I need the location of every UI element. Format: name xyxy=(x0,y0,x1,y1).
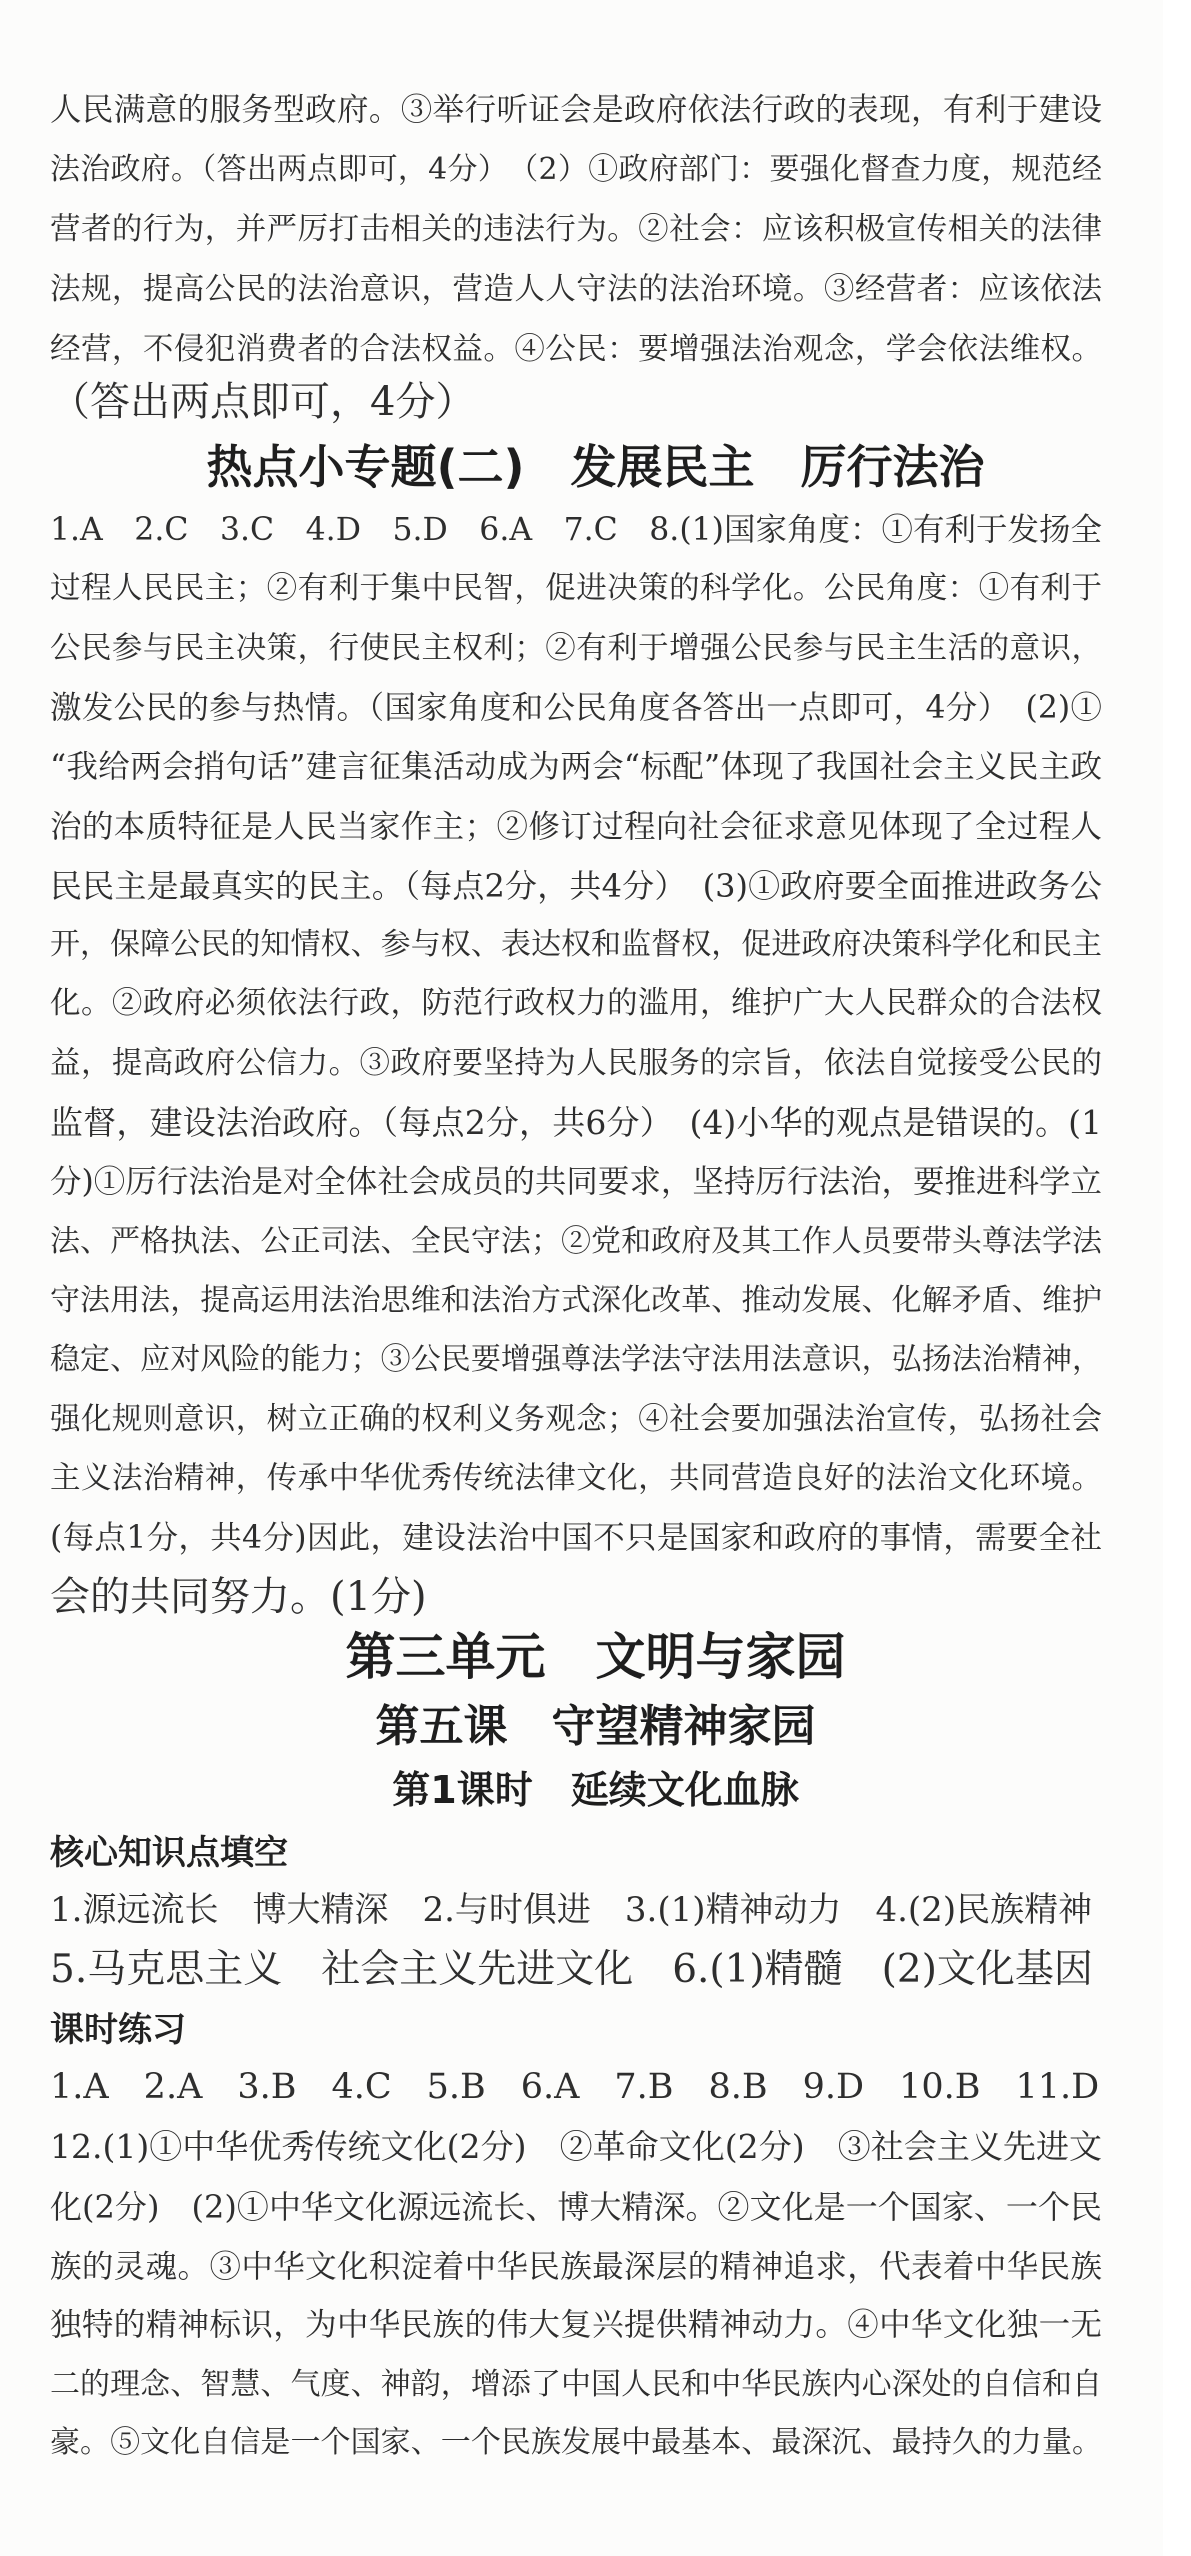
answer-line: 稳定、应对风险的能力；③公民要增强尊法学法守法用法意识，弘扬法治精神， xyxy=(50,1342,1102,1377)
answer-line: 强化规则意识，树立正确的权利义务观念；④社会要加强法治宣传，弘扬社会 xyxy=(50,1402,1102,1437)
answer-line: 激发公民的参与热情。（国家角度和公民角度各答出一点即可，4分） (2)① xyxy=(50,690,1102,726)
answer-line: 主义法治精神，传承中华优秀传统法律文化，共同营造良好的法治文化环境。 xyxy=(50,1461,1102,1496)
practice-line: 族的灵魂。③中华文化积淀着中华民族最深层的精神追求，代表着中华民族 xyxy=(50,2249,1102,2285)
topic-heading: 热点小专题(二) 发展民主 厉行法治 xyxy=(206,440,985,494)
answer-line: 营者的行为，并严厉打击相关的违法行为。②社会：应该积极宣传相关的法律 xyxy=(50,212,1102,247)
knowledge-line: 5.马克思主义 社会主义先进文化 6.(1)精髓 (2)文化基因 xyxy=(50,1947,1093,1992)
page-edge xyxy=(1163,0,1191,2556)
answer-line: 经营，不侵犯消费者的合法权益。④公民：要增强法治观念，学会依法维权。 xyxy=(50,332,1102,367)
practice-line: 二的理念、智慧、气度、神韵，增添了中国人民和中华民族内心深处的自信和自 xyxy=(50,2367,1102,2402)
answer-line: 会的共同努力。(1分) xyxy=(50,1574,427,1620)
answer-line: 化。②政府必须依法行政，防范行政权力的滥用，维护广大人民群众的合法权 xyxy=(50,986,1102,1021)
answer-line: “我给两会捎句话”建言征集活动成为两会“标配”体现了我国社会主义民主政 xyxy=(50,749,1102,785)
unit-title: 第三单元 文明与家园 xyxy=(345,1628,846,1686)
practice-line: 豪。⑤文化自信是一个国家、一个民族发展中最基本、最深沉、最持久的力量。 xyxy=(50,2425,1102,2460)
answer-line: 人民满意的服务型政府。③举行听证会是政府依法行政的表现，有利于建设 xyxy=(50,92,1102,128)
practice-heading: 课时练习 xyxy=(50,2010,186,2050)
answer-line: 民民主是最真实的民主。（每点2分，共4分） (3)①政府要全面推进政务公 xyxy=(50,867,1102,905)
practice-line: 独特的精神标识，为中华民族的伟大复兴提供精神动力。④中华文化独一无 xyxy=(50,2307,1102,2343)
answer-line: 守法用法，提高运用法治思维和法治方式深化改革、推动发展、化解矛盾、维护 xyxy=(50,1283,1102,1318)
period-title: 第1课时 延续文化血脉 xyxy=(392,1768,799,1812)
answer-line: 开，保障公民的知情权、参与权、表达权和监督权，促进政府决策科学化和民主 xyxy=(50,927,1102,962)
answer-line: 过程人民民主；②有利于集中民智，促进决策的科学化。公民角度：①有利于 xyxy=(50,571,1102,606)
answer-line: 法治政府。（答出两点即可，4分） （2）①政府部门：要强化督查力度，规范经 xyxy=(50,152,1102,187)
lesson-title: 第五课 守望精神家园 xyxy=(375,1701,816,1752)
practice-line: 1.A 2.A 3.B 4.C 5.B 6.A 7.B 8.B 9.D 10.B 11.D xyxy=(50,2067,1100,2107)
knowledge-line: 1.源远流长 博大精深 2.与时俱进 3.(1)精神动力 4.(2)民族精神 xyxy=(50,1890,1093,1930)
answer-line: 监督，建设法治政府。（每点2分，共6分） (4)小华的观点是错误的。(1 xyxy=(50,1103,1102,1142)
answer-line: （答出两点即可，4分） xyxy=(50,379,476,425)
answer-line: 1.A 2.C 3.C 4.D 5.D 6.A 7.C 8.(1)国家角度：①有利于发扬全 xyxy=(50,512,1102,548)
practice-line: 12.(1)①中华优秀传统文化(2分) ②革命文化(2分) ③社会主义先进文 xyxy=(50,2127,1102,2166)
answer-line: (每点1分，共4分)因此，建设法治中国不只是国家和政府的事情，需要全社 xyxy=(50,1520,1102,1556)
answer-line: 治的本质特征是人民当家作主；②修订过程向社会征求意见体现了全过程人 xyxy=(50,809,1102,845)
knowledge-heading: 核心知识点填空 xyxy=(50,1833,288,1873)
answer-line: 益，提高政府公信力。③政府要坚持为人民服务的宗旨，依法自觉接受公民的 xyxy=(50,1046,1102,1081)
practice-line: 化(2分) (2)①中华文化源远流长、博大精深。②文化是一个国家、一个民 xyxy=(50,2188,1102,2226)
answer-line: 法、严格执法、公正司法、全民守法；②党和政府及其工作人员要带头尊法学法 xyxy=(50,1224,1102,1259)
answer-line: 公民参与民主决策，行使民主权利；②有利于增强公民参与民主生活的意识， xyxy=(50,631,1102,666)
answer-line: 法规，提高公民的法治意识，营造人人守法的法治环境。③经营者：应该依法 xyxy=(50,272,1102,307)
answer-line: 分)①厉行法治是对全体社会成员的共同要求，坚持厉行法治，要推进科学立 xyxy=(50,1164,1102,1200)
